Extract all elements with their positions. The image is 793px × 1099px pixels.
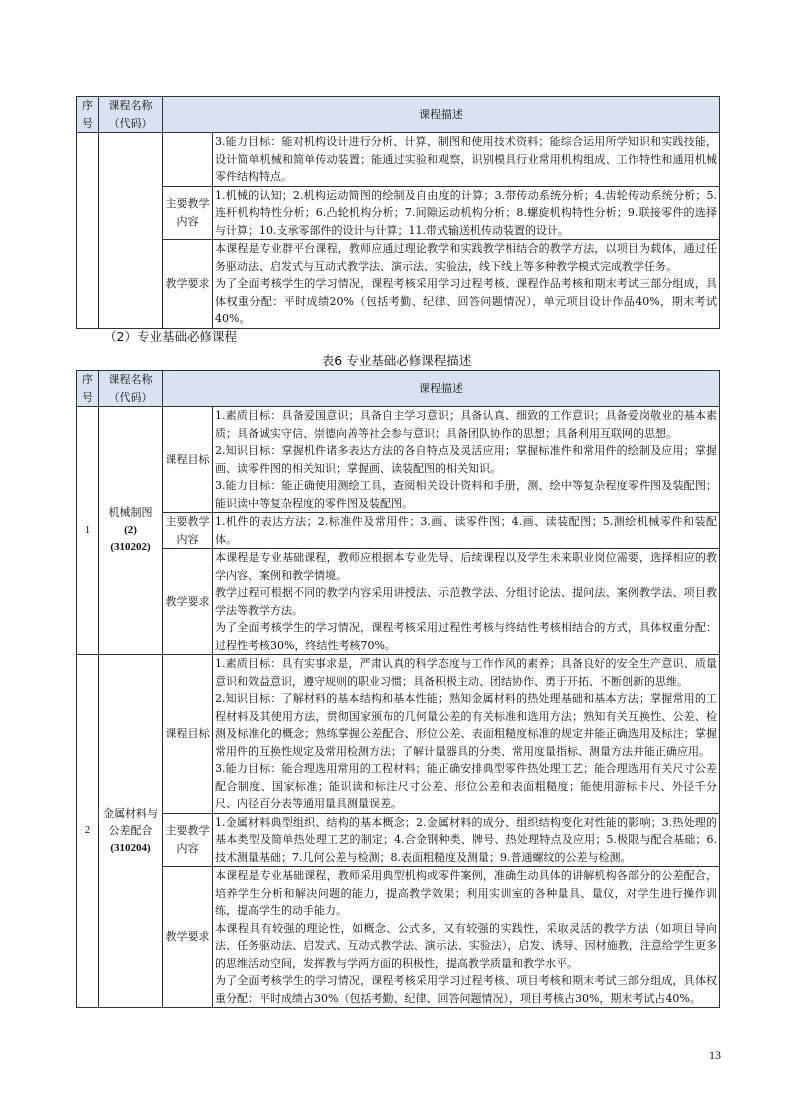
table-row — [77, 549, 720, 655]
row-label: 课程目标 — [163, 655, 213, 814]
course-code: (310204) — [110, 841, 151, 854]
row-label: 教学要求 — [163, 240, 213, 329]
header-course-desc: 课程描述 — [163, 97, 720, 133]
table-row — [77, 867, 720, 1008]
content-line: 1.素质目标：具备爱国意识；具备自主学习意识；具备认真、细致的工作意识；具备爱岗敬业的基本素质；具备诚实守信、崇德向善等社会参与意识；具备团队协作的思想；具备利用互联网的思想。 — [215, 409, 717, 440]
seq-cell: 1 — [77, 407, 99, 655]
content-line: 本课程是专业群平台课程，教师应通过理论教学和实践教学相结合的教学方法，以项目为载体，通过任务驱动法、启发式与互动式教学法、演示法、实验法，线下线上等多种教学模式完成教学任务。 — [215, 242, 717, 273]
table-row — [77, 513, 720, 549]
course-name: 机械制图 — [108, 506, 153, 520]
content-line: 为了全面考核学生的学习情况，课程考核采用学习过程考核、课程作品考核和期末考试三部分组成，具体权重分配：平时成绩20%（包括考勤、纪律、回答问题情况），单元项目设计作品40%，期末考试40%。 — [215, 277, 717, 325]
course-name-cell — [99, 407, 163, 655]
content-line: 本课程是专业基础课程，教师采用典型机构或零件案例，准确生动具体的讲解机构各部分的公差配合，培养学生分析和解决问题的能力，提高教学效果；利用实训室的各种量具、量仪，对学生进行操作训练，提高学生的动手能力。 — [215, 869, 717, 917]
row-content — [213, 407, 720, 513]
table-row — [77, 133, 720, 187]
row-label: 课程目标 — [163, 407, 213, 513]
content-line: 1.机械的认知；2.机构运动简图的绘制及自由度的计算；3.带传动系统分析；4.齿轮传动系统分析；5.连杆机构特性分析；6.凸轮机构分析；7.间隙运动机构分析；8.螺旋机构特性分析；9.联接零件的选择与计算；10.支承零部件的设计与计算；11.带式输送机传动装置的设计。 — [215, 188, 717, 237]
content-line: 1.金属材料典型组织、结构的基本概念；2.金属材料的成分、组织结构变化对性能的影响；3.热处理的基本类型及简单热处理工艺的制定；4.合金钢种类、牌号、热处理特点及应用；5.极限与配合基础；6.技术测量基础；7.几何公差与检测；8.表面粗糙度及测量；9.普通螺纹的公差与检测。 — [215, 815, 717, 864]
course-name: 金属材料与公差配合 — [103, 806, 158, 838]
content-line: 2.知识目标：掌握机件诸多表达方法的各自特点及灵活应用；掌握标准件和常用件的绘制及应用；掌握画、读零件图的相关知识；掌握画、读装配图的相关知识。 — [215, 444, 717, 475]
header-seq: 序号 — [77, 371, 99, 407]
seq-cell — [77, 133, 99, 329]
row-label: 教学要求 — [163, 867, 213, 1008]
content-line: 3.能力目标：能合理选用常用的工程材料；能正确安排典型零件热处理工艺；能合理选用有关尺寸公差配合制度、国家标准；能识读和标注尺寸公差、形位公差和表面粗糙度；能使用游标卡尺、外径千分尺、内径百分表等通用量具测量误差。 — [215, 762, 717, 810]
content-line: 3.能力目标：能对机构设计进行分析、计算、制图和使用技术资料；能综合运用所学知识和实践技能，设计简单机械和简单传动装置；能通过实验和观察，识别模具行业常用机构组成、工作特性和通用机械零件结构特点。 — [215, 135, 717, 183]
header-course-name: 课程名称（代码） — [99, 97, 163, 133]
course-code: (310202) — [110, 541, 151, 554]
course-description-table — [76, 370, 720, 1008]
content-line: 2.知识目标：了解材料的基本结构和基本性能；熟知金属材料的热处理基础和基本方法；掌握常用的工程材料及其使用方法，贯彻国家颁布的几何量公差的有关标准和选用方法；熟知有关互换性、公差、检测及标准化的概念；熟练掌握公差配合、形位公差、表面粗糙度标准的规定并能正确选用及标注；掌握常用件的互换性规定及常用检测方法；了解计量器具的分类、常用度量指标、测量方法并能正确应用。 — [215, 692, 717, 758]
content-line: 为了全面考核学生的学习情况，课程考核采用过程性考核与终结性考核相结合的方式，具体权重分配：过程性考核30%，终结性考核70%。 — [215, 621, 717, 652]
course-name-cell — [99, 655, 163, 1008]
page-number: 13 — [709, 1048, 721, 1062]
row-content — [213, 133, 720, 187]
content-line: 1.机件的表达方法；2.标准件及常用件；3.画、读零件图；4.画、读装配图；5.测绘机械零件和装配体。 — [215, 515, 717, 546]
row-content — [213, 655, 720, 814]
content-line: 教学过程可根据不同的教学内容采用讲授法、示范教学法、分组讨论法、提问法、案例教学法、项目教学法等教学方法。 — [215, 586, 717, 617]
table-row — [77, 655, 720, 814]
course-credits: (2) — [124, 523, 137, 536]
table-row — [77, 240, 720, 329]
section-heading: （2）专业基础必修课程 — [104, 329, 237, 344]
seq-cell: 2 — [77, 655, 99, 1008]
row-label: 教学要求 — [163, 549, 213, 655]
row-content — [213, 813, 720, 867]
table-header-row — [77, 371, 720, 407]
header-course-name: 课程名称（代码） — [99, 371, 163, 407]
row-content — [213, 867, 720, 1008]
table-header-row — [77, 97, 720, 133]
row-content — [213, 186, 720, 240]
header-course-desc: 课程描述 — [163, 371, 720, 407]
content-line: 本课程具有较强的理论性，如概念、公式多，又有较强的实践性，采取灵活的教学方法（如项目导向法、任务驱动法、启发式、互动式教学法、演示法、实验法），启发、诱导、因材施教，注意给学生更多的思维活动空间，发挥教与学两方面的积极性，提高教学质量和教学水平。 — [215, 921, 717, 970]
row-content — [213, 240, 720, 329]
row-label — [163, 133, 213, 187]
course-name-cell — [99, 133, 163, 329]
row-content — [213, 549, 720, 655]
continued-course-table — [76, 96, 720, 329]
table-row — [77, 813, 720, 867]
header-seq: 序号 — [77, 97, 99, 133]
table-caption: 表6 专业基础必修课程描述 — [321, 353, 472, 368]
row-label: 主要教学内容 — [163, 186, 213, 240]
row-label: 主要教学内容 — [163, 513, 213, 549]
row-content — [213, 513, 720, 549]
content-line: 1.素质目标：具有实事求是，严肃认真的科学态度与工作作风的素养；具备良好的安全生产意识、质量意识和效益意识，遵守规则的职业习惯；具备积极主动、团结协作、勇于开拓、不断创新的思维。 — [215, 657, 717, 688]
row-label: 主要教学内容 — [163, 813, 213, 867]
content-line: 3.能力目标：能正确使用测绘工具，查阅相关设计资料和手册，测、绘中等复杂程度零件图及装配图；能识读中等复杂程度的零件图及装配图。 — [215, 479, 717, 510]
content-line: 本课程是专业基础课程，教师应根据本专业先导、后续课程以及学生未来职业岗位需要，选择相应的教学内容、案例和教学情境。 — [215, 551, 717, 582]
table-row — [77, 407, 720, 513]
content-line: 为了全面考核学生的学习情况，课程考核采用学习过程考核、项目考核和期末考试三部分组成，具体权重分配：平时成绩占30%（包括考勤、纪律、回答问题情况），项目考核占30%，期末考试占40%。 — [215, 974, 717, 1005]
table-row — [77, 186, 720, 240]
